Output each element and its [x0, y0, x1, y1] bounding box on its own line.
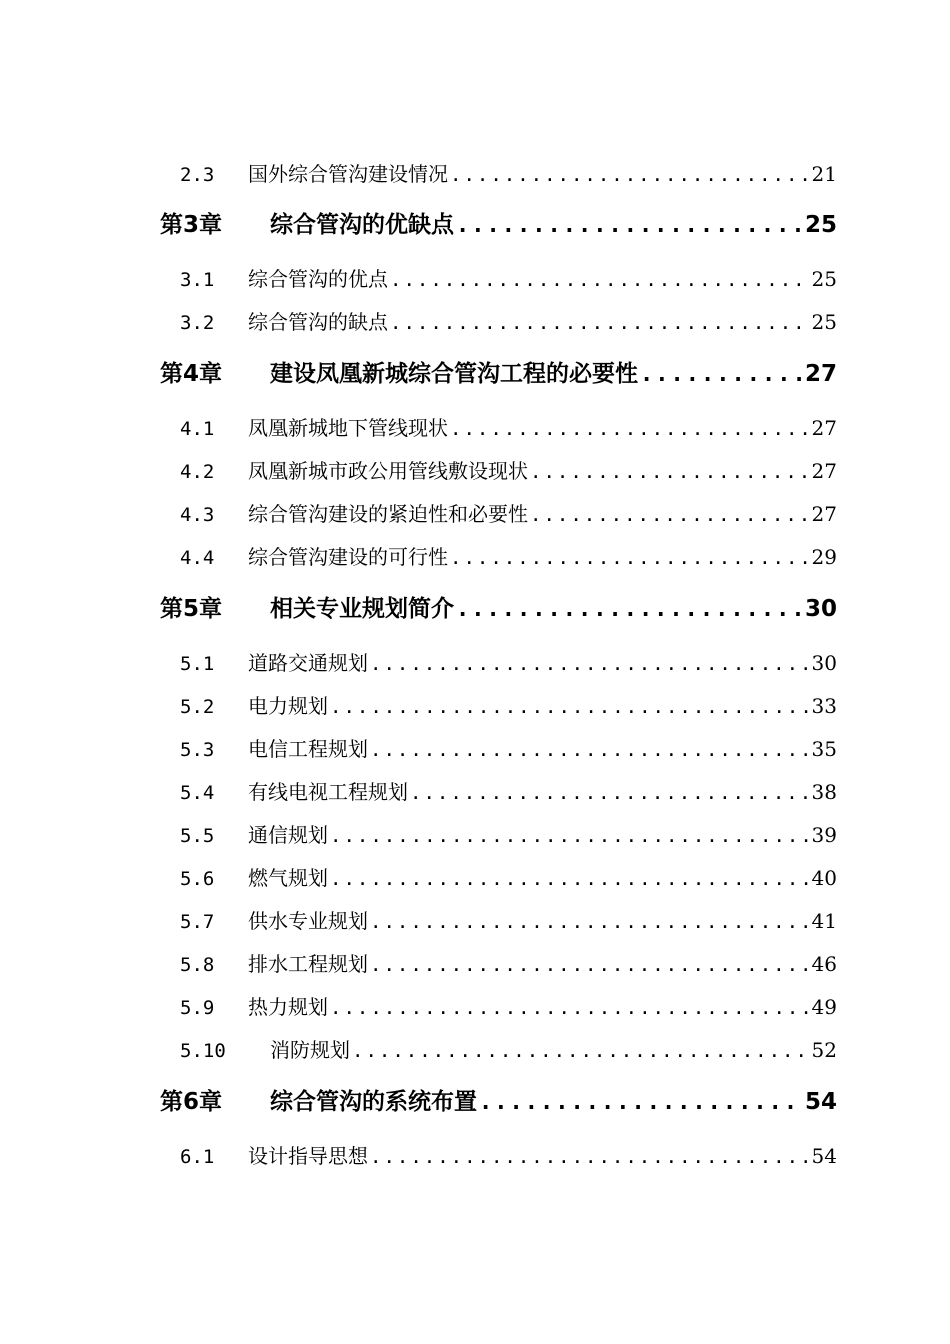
dot-leader: [330, 825, 810, 847]
section-number: 5.7: [180, 911, 215, 933]
page-number: 27: [811, 459, 837, 483]
dot-leader: [450, 418, 810, 440]
toc-entry-4-2[interactable]: [160, 455, 837, 483]
section-title: 燃气规划: [248, 866, 328, 890]
section-number: 5.9: [180, 997, 215, 1019]
section-title: 供水专业规划: [248, 909, 368, 933]
toc-chapter-3[interactable]: [160, 206, 837, 240]
toc-entry-6-1[interactable]: [160, 1140, 837, 1168]
section-title: 综合管沟建设的紧迫性和必要性: [248, 502, 528, 526]
page-number: 25: [804, 212, 837, 238]
toc-entry-5-3[interactable]: [160, 733, 837, 761]
page-number: 30: [804, 596, 837, 622]
dot-leader: [450, 164, 810, 186]
page-number: 21: [811, 162, 837, 186]
page-number: 54: [811, 1144, 837, 1168]
section-title: 道路交通规划: [248, 651, 368, 675]
section-title: 电力规划: [248, 694, 328, 718]
section-title: 消防规划: [270, 1038, 350, 1062]
section-number: 2.3: [180, 164, 215, 186]
page-number: 25: [811, 267, 837, 291]
dot-leader: [530, 504, 810, 526]
chapter-title: 建设凤凰新城综合管沟工程的必要性: [270, 361, 638, 387]
section-title: 设计指导思想: [248, 1144, 368, 1168]
section-number: 4.2: [180, 461, 215, 483]
section-title: 综合管沟的优点: [248, 267, 388, 291]
toc-chapter-6[interactable]: [160, 1083, 837, 1117]
page-number: 35: [811, 737, 837, 761]
section-title: 国外综合管沟建设情况: [248, 162, 448, 186]
chapter-number: 第3章: [160, 212, 223, 238]
section-number: 4.1: [180, 418, 215, 440]
dot-leader: [479, 1090, 803, 1115]
chapter-number: 第6章: [160, 1089, 223, 1115]
page-number: 30: [811, 651, 837, 675]
section-title: 电信工程规划: [248, 737, 368, 761]
page-number: 49: [811, 995, 837, 1019]
dot-leader: [450, 547, 810, 569]
dot-leader: [330, 696, 810, 718]
page-number: 40: [811, 866, 837, 890]
section-number: 5.8: [180, 954, 215, 976]
toc-entry-2-3[interactable]: [160, 158, 837, 186]
toc-entry-5-4[interactable]: [160, 776, 837, 804]
toc-entry-4-4[interactable]: [160, 541, 837, 569]
section-number: 6.1: [180, 1146, 215, 1168]
dot-leader: [352, 1040, 810, 1062]
dot-leader: [330, 997, 810, 1019]
chapter-title: 综合管沟的优缺点: [270, 212, 454, 238]
dot-leader: [390, 269, 810, 291]
section-number: 5.10: [180, 1040, 226, 1062]
dot-leader: [456, 213, 803, 238]
section-number: 4.3: [180, 504, 215, 526]
toc-entry-5-8[interactable]: [160, 948, 837, 976]
dot-leader: [370, 653, 810, 675]
toc-entry-5-9[interactable]: [160, 991, 837, 1019]
page-number: 41: [811, 909, 837, 933]
chapter-title: 相关专业规划简介: [270, 596, 454, 622]
toc-entry-5-10[interactable]: [160, 1034, 837, 1062]
chapter-number: 第5章: [160, 596, 223, 622]
toc-entry-3-1[interactable]: [160, 263, 837, 291]
dot-leader: [640, 362, 803, 387]
page-number: 46: [811, 952, 837, 976]
page-number: 33: [811, 694, 837, 718]
page-number: 25: [811, 310, 837, 334]
page-number: 27: [811, 416, 837, 440]
dot-leader: [456, 597, 803, 622]
section-title: 排水工程规划: [248, 952, 368, 976]
page-number: 38: [811, 780, 837, 804]
section-number: 5.3: [180, 739, 215, 761]
toc-entry-4-1[interactable]: [160, 412, 837, 440]
page-number: 27: [804, 361, 837, 387]
section-title: 通信规划: [248, 823, 328, 847]
chapter-title: 综合管沟的系统布置: [270, 1089, 477, 1115]
toc-entry-5-5[interactable]: [160, 819, 837, 847]
section-number: 3.1: [180, 269, 215, 291]
section-number: 5.5: [180, 825, 215, 847]
page-number: 54: [804, 1089, 837, 1115]
section-title: 综合管沟的缺点: [248, 310, 388, 334]
dot-leader: [370, 954, 810, 976]
section-title: 凤凰新城市政公用管线敷设现状: [248, 459, 528, 483]
dot-leader: [410, 782, 810, 804]
page-number: 29: [811, 545, 837, 569]
page-number: 39: [811, 823, 837, 847]
section-title: 有线电视工程规划: [248, 780, 408, 804]
section-title: 凤凰新城地下管线现状: [248, 416, 448, 440]
toc-entry-5-1[interactable]: [160, 647, 837, 675]
section-number: 5.1: [180, 653, 215, 675]
section-number: 3.2: [180, 312, 215, 334]
dot-leader: [370, 1146, 810, 1168]
page-number: 52: [811, 1038, 837, 1062]
section-number: 4.4: [180, 547, 215, 569]
toc-chapter-5[interactable]: [160, 590, 837, 624]
toc-chapter-4[interactable]: [160, 355, 837, 389]
dot-leader: [390, 312, 810, 334]
dot-leader: [330, 868, 810, 890]
section-title: 综合管沟建设的可行性: [248, 545, 448, 569]
dot-leader: [370, 739, 810, 761]
dot-leader: [370, 911, 810, 933]
section-number: 5.2: [180, 696, 215, 718]
page-number: 27: [811, 502, 837, 526]
section-number: 5.6: [180, 868, 215, 890]
dot-leader: [530, 461, 810, 483]
section-title: 热力规划: [248, 995, 328, 1019]
toc-entry-3-2[interactable]: [160, 306, 837, 334]
toc-entry-5-7[interactable]: [160, 905, 837, 933]
chapter-number: 第4章: [160, 361, 223, 387]
toc-entry-5-2[interactable]: [160, 690, 837, 718]
toc-entry-5-6[interactable]: [160, 862, 837, 890]
toc-entry-4-3[interactable]: [160, 498, 837, 526]
section-number: 5.4: [180, 782, 215, 804]
